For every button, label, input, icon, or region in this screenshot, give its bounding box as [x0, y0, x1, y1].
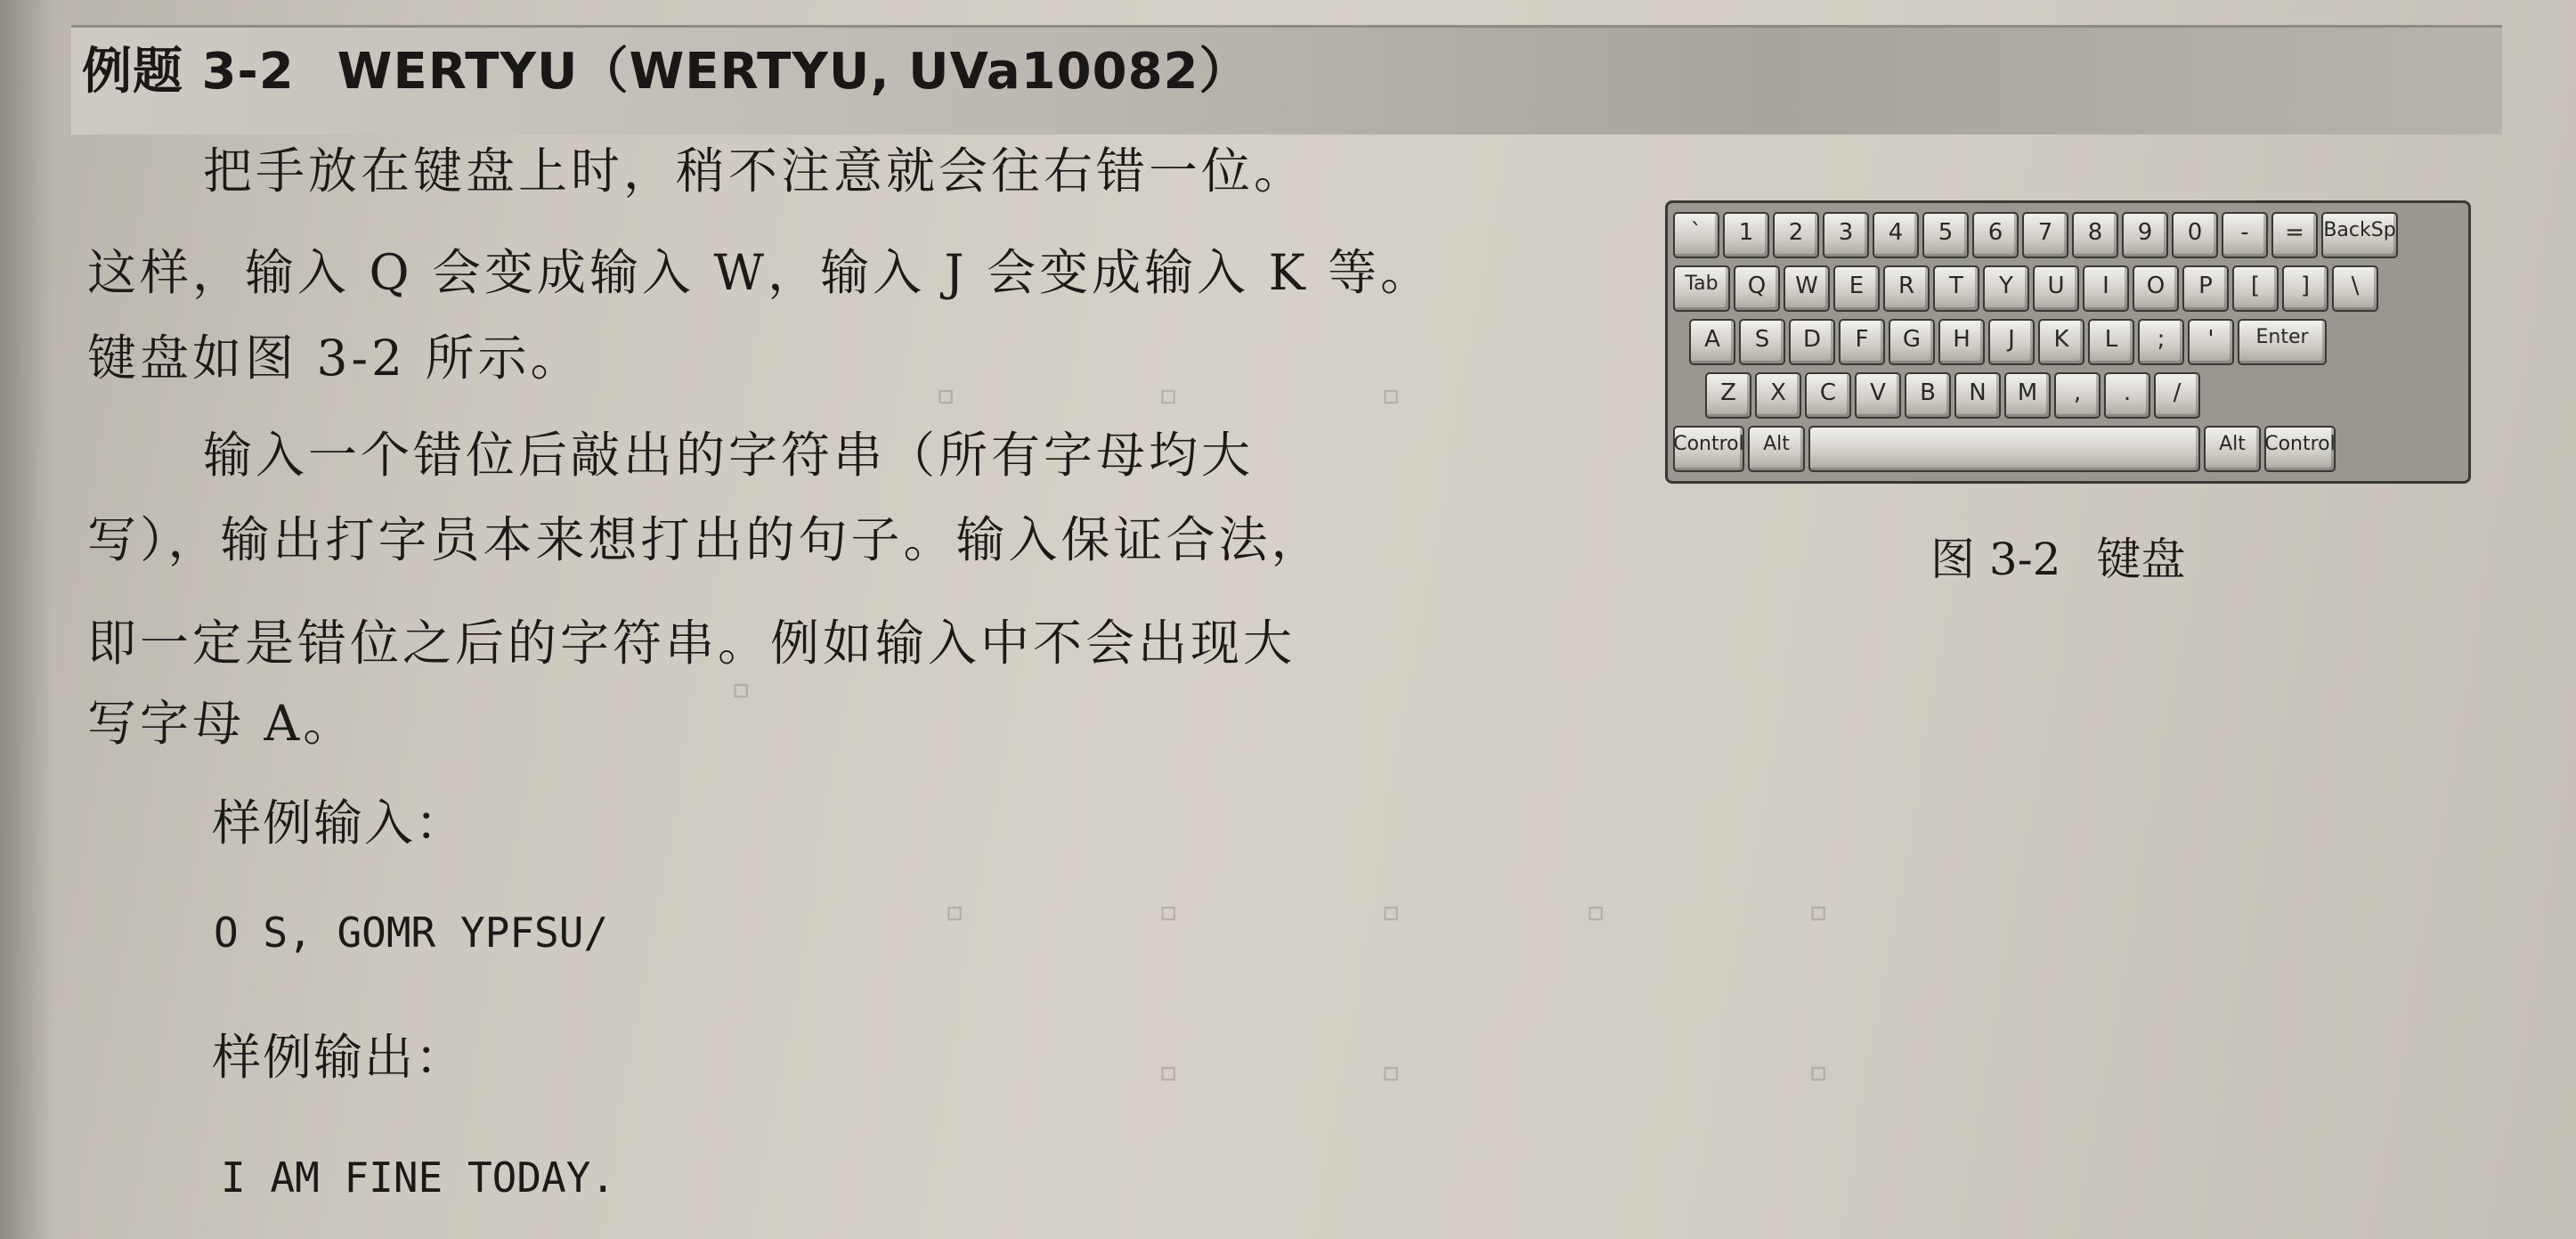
bleed-glyph: ▫: [730, 668, 752, 709]
keyboard-figure: [1665, 200, 2471, 484]
key-o: O: [2133, 265, 2179, 312]
key-0: 0: [2172, 212, 2218, 258]
key-k: K: [2038, 319, 2084, 365]
key-1: 1: [1723, 212, 1769, 258]
bleed-glyph: ▫: [1158, 374, 1180, 415]
sample-input-label: 样例输入：: [212, 795, 467, 852]
key-sym47: /: [2154, 372, 2200, 419]
paragraph-2-line-4: 写字母 A。: [87, 695, 356, 752]
key-backsp: BackSp: [2321, 212, 2398, 258]
paragraph-2-line-1: 输入一个错位后敲出的字符串（所有字母均大: [203, 427, 1255, 484]
paragraph-1-line-3: 键盘如图 3-2 所示。: [87, 330, 583, 387]
figure-caption-number: 图 3-2: [1930, 534, 2061, 585]
problem-title: [82, 32, 1250, 103]
bleed-glyph: ▫: [935, 374, 957, 415]
key-tab: Tab: [1673, 265, 1730, 312]
key-7: 7: [2022, 212, 2068, 258]
key-n: N: [1954, 372, 2001, 419]
problem-label: 例题 3-2: [82, 43, 295, 101]
key-alt: Alt: [2204, 426, 2261, 472]
sample-output-label: 样例输出：: [212, 1029, 467, 1086]
key-f: F: [1839, 319, 1885, 365]
sample-input-value: O S, GOMR YPFSU/: [214, 909, 609, 957]
bleed-glyph: ▫: [1808, 891, 1830, 932]
key-sym61: =: [2271, 212, 2318, 258]
key-enter: Enter: [2238, 319, 2327, 365]
key-d: D: [1789, 319, 1835, 365]
key-j: J: [1988, 319, 2035, 365]
bleed-glyph: ▫: [1380, 891, 1402, 932]
figure-caption-text: 键盘: [2096, 534, 2186, 585]
key-5: 5: [1922, 212, 1969, 258]
paragraph-2-line-2: 写），输出打字员本来想打出的句子。输入保证合法，: [87, 511, 1324, 568]
key-q: Q: [1734, 265, 1780, 312]
keyboard-row-home: [1689, 319, 2327, 369]
bleed-glyph: ▫: [1158, 891, 1180, 932]
key-v: V: [1855, 372, 1901, 419]
sample-output-value: I AM FINE TODAY.: [221, 1153, 616, 1202]
key-sym91: [: [2232, 265, 2279, 312]
key-z: Z: [1705, 372, 1751, 419]
key-r: R: [1883, 265, 1930, 312]
key-a: A: [1689, 319, 1735, 365]
key-sym46: .: [2104, 372, 2150, 419]
key-x: X: [1755, 372, 1801, 419]
bleed-glyph: ▫: [1158, 1051, 1180, 1092]
key-b: B: [1905, 372, 1951, 419]
key-u: U: [2033, 265, 2079, 312]
keyboard-row-qwerty: [1673, 265, 2378, 315]
key-i: I: [2083, 265, 2129, 312]
key-l: L: [2088, 319, 2134, 365]
key-sym59: ;: [2138, 319, 2184, 365]
key-alt: Alt: [1748, 426, 1805, 472]
key-6: 6: [1972, 212, 2019, 258]
key-g: G: [1889, 319, 1935, 365]
key-3: 3: [1823, 212, 1869, 258]
key-t: T: [1933, 265, 1979, 312]
key-sym39: ': [2188, 319, 2234, 365]
paragraph-2-line-3: 即一定是错位之后的字符串。例如输入中不会出现大: [87, 615, 1296, 672]
key-s: S: [1739, 319, 1785, 365]
bleed-glyph: ▫: [1808, 1051, 1830, 1092]
key-2: 2: [1773, 212, 1819, 258]
key-4: 4: [1873, 212, 1919, 258]
keyboard-row-bottom-letters: [1705, 372, 2200, 422]
key-w: W: [1784, 265, 1830, 312]
bleed-glyph: ▫: [1380, 1051, 1402, 1092]
bleed-glyph: ▫: [1380, 374, 1402, 415]
key-h: H: [1938, 319, 1985, 365]
key-control: Control: [1673, 426, 1744, 472]
problem-name: WERTYU（WERTYU, UVa10082）: [337, 43, 1250, 101]
keyboard-row-numbers: [1673, 212, 2398, 262]
paragraph-1-line-2: 这样，输入 Q 会变成输入 W，输入 J 会变成输入 K 等。: [87, 244, 1434, 301]
bleed-glyph: ▫: [944, 891, 966, 932]
key-sym92: \: [2332, 265, 2378, 312]
key-9: 9: [2122, 212, 2168, 258]
keyboard-row-modifiers: [1673, 426, 2336, 476]
key-control: Control: [2264, 426, 2336, 472]
bleed-glyph: ▫: [1585, 891, 1607, 932]
figure-caption: [1930, 524, 2185, 588]
key-c: C: [1805, 372, 1851, 419]
paragraph-1-line-1: 把手放在键盘上时，稍不注意就会往右错一位。: [203, 143, 1307, 200]
key-sym45: -: [2222, 212, 2268, 258]
key-space: [1808, 426, 2200, 472]
key-m: M: [2004, 372, 2051, 419]
key-sym93: ]: [2282, 265, 2328, 312]
key-sym96: `: [1673, 212, 1719, 258]
key-y: Y: [1983, 265, 2029, 312]
key-8: 8: [2072, 212, 2118, 258]
key-e: E: [1833, 265, 1880, 312]
key-p: P: [2182, 265, 2229, 312]
key-sym44: ,: [2054, 372, 2101, 419]
